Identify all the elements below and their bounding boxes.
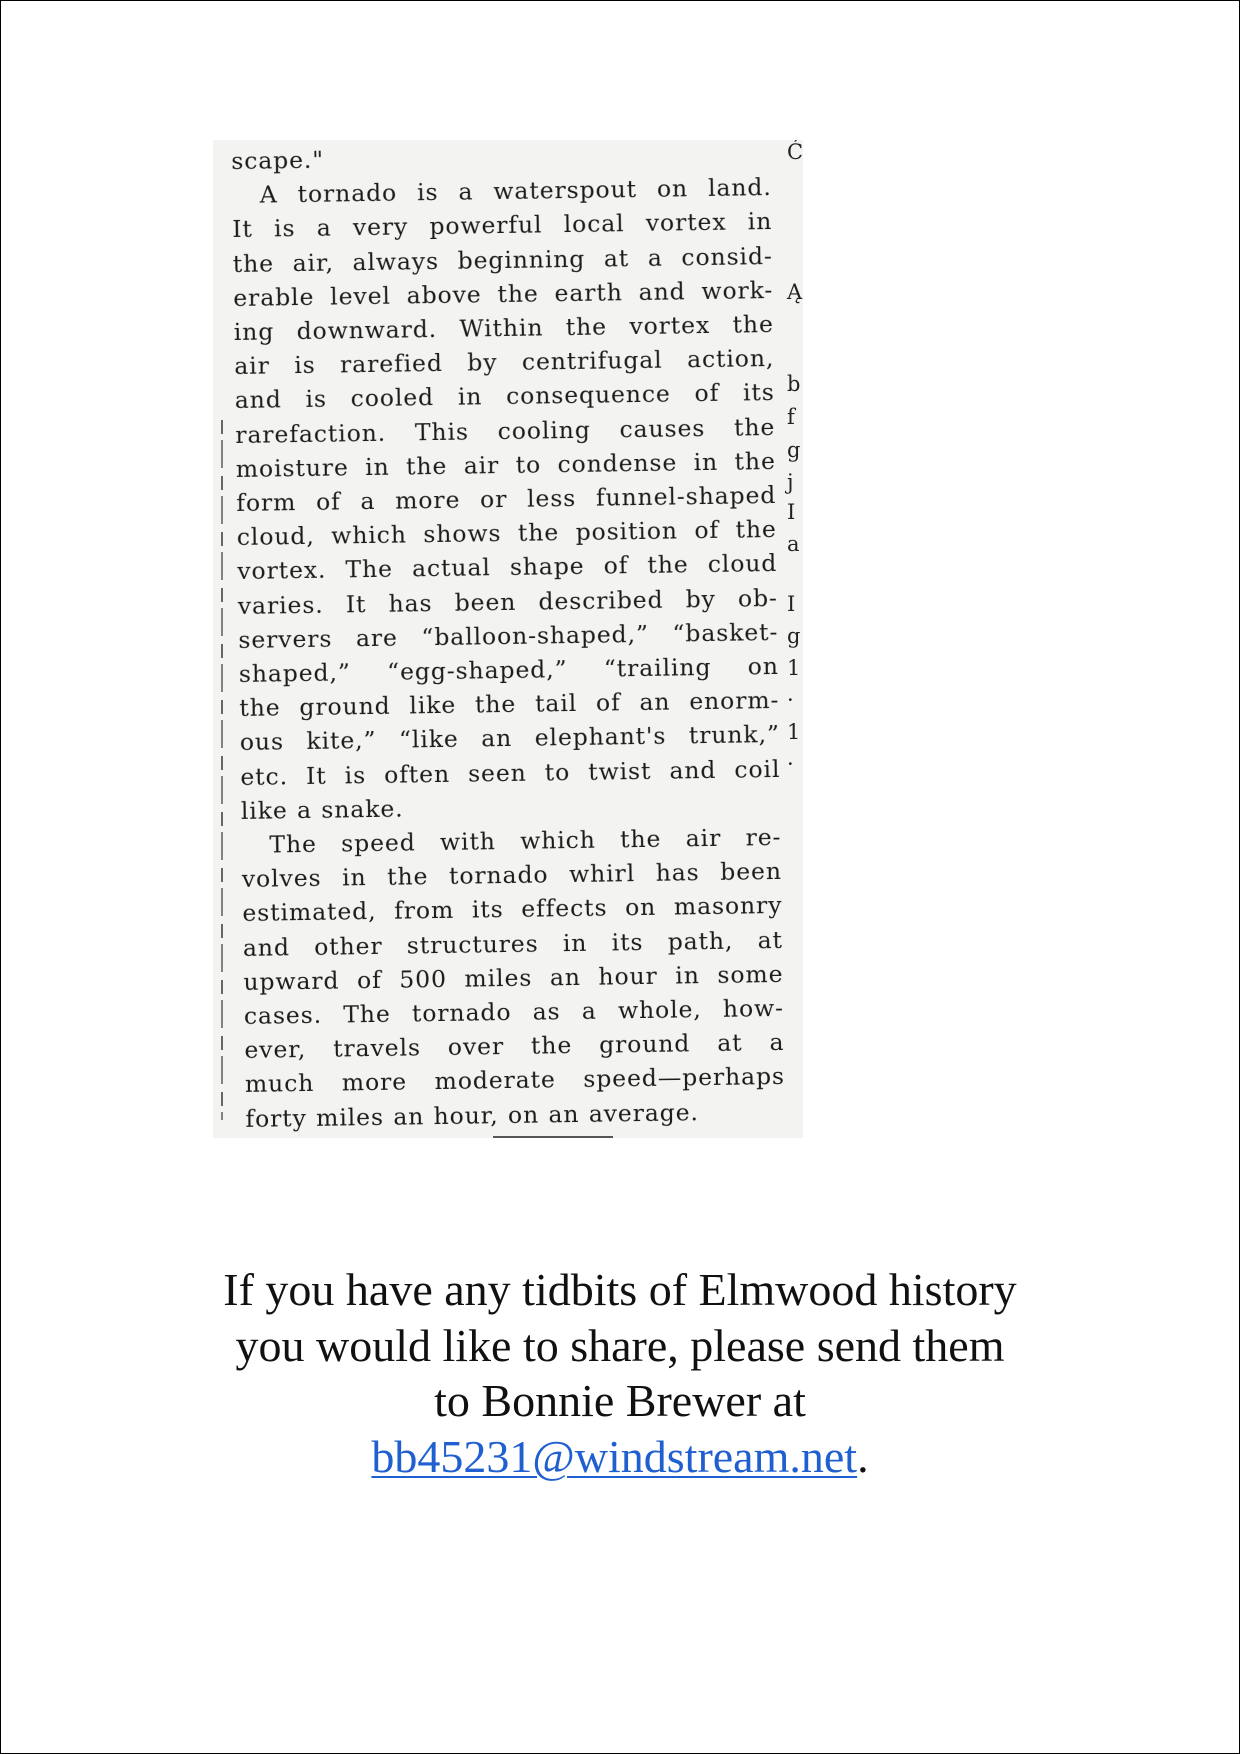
clipping-line: ever, travels over the ground at a — [244, 1028, 785, 1065]
clipping-bottom-rule — [493, 1136, 613, 1138]
clipping-line: scape." — [231, 145, 325, 175]
clipping-line: estimated, from its effects on masonry — [242, 891, 783, 928]
email-link[interactable]: bb45231@windstream.net — [371, 1430, 858, 1482]
clipping-adjacent-column-edge — [785, 140, 803, 1138]
clipping-line: the ground like the tail of an enorm- — [239, 686, 780, 723]
clipping-line: The speed with which the air re- — [269, 822, 782, 859]
clipping-line: forty miles an hour, on an average. — [245, 1097, 699, 1133]
newspaper-clipping — [213, 140, 803, 1138]
clipping-line: It is a very powerful local vortex in — [232, 207, 773, 244]
clipping-line: shaped,” “egg-shaped,” “trailing on — [238, 651, 780, 688]
edge-letter: 1 — [787, 656, 801, 680]
clipping-line: air is rarefied by centrifugal action, — [234, 344, 775, 381]
edge-letter: · — [787, 688, 794, 712]
edge-letter: I — [787, 592, 796, 616]
edge-letter: 1 — [787, 720, 801, 744]
clipping-line: like a snake. — [240, 794, 404, 825]
clipping-line: erable level above the earth and work- — [233, 275, 774, 312]
clipping-line: the air, always beginning at a consid- — [232, 241, 773, 278]
clipping-line: servers are “balloon-shaped,” “basket- — [238, 617, 779, 654]
clipping-line: varies. It has been described by ob- — [237, 583, 778, 620]
note-line-1: If you have any tidbits of Elmwood history — [223, 1264, 1017, 1315]
clipping-line: and other structures in its path, at — [242, 925, 784, 962]
clipping-line: A tornado is a waterspout on land. — [259, 173, 772, 209]
clipping-line: moisture in the air to condense in the — [235, 446, 776, 483]
clipping-line: upward of 500 miles an hour in some — [243, 959, 784, 996]
edge-letter: I — [787, 500, 796, 524]
clipping-line: ous kite,” “like an elephant's trunk,” — [239, 720, 781, 757]
clipping-line: rarefaction. This cooling causes the — [235, 412, 776, 449]
clipping-line: volves in the tornado whirl has been — [241, 857, 783, 894]
clipping-line: ing downward. Within the vortex the — [233, 309, 774, 346]
edge-letter: j — [787, 470, 794, 494]
clipping-column-rule — [221, 420, 223, 1120]
edge-letter: a — [787, 532, 800, 556]
clipping-line: cloud, which shows the position of the — [236, 515, 777, 552]
contact-note — [100, 1262, 1140, 1484]
edge-letter: g — [787, 624, 801, 648]
note-line-2: you would like to share, please send them — [235, 1319, 1005, 1371]
edge-letter: Ą — [787, 280, 803, 304]
clipping-line: form of a more or less funnel-shaped — [236, 480, 777, 517]
edge-letter: Ć — [787, 140, 803, 164]
edge-letter: b — [787, 372, 801, 396]
note-line-4 — [100, 1429, 1140, 1485]
edge-letter: f — [787, 405, 795, 429]
clipping-line: vortex. The actual shape of the cloud — [237, 549, 778, 586]
clipping-line: much more moderate speed—perhaps — [244, 1062, 786, 1099]
clipping-article-text — [231, 140, 786, 1136]
edge-letter: g — [787, 438, 801, 462]
clipping-line: etc. It is often seen to twist and coil — [240, 754, 781, 791]
clipping-line: and is cooled in consequence of its — [234, 378, 775, 415]
clipping-line: cases. The tornado as a whole, how- — [243, 993, 785, 1030]
edge-letter: · — [787, 752, 794, 776]
note-line-3: to Bonnie Brewer at — [434, 1375, 806, 1426]
email-period: . — [857, 1430, 869, 1482]
